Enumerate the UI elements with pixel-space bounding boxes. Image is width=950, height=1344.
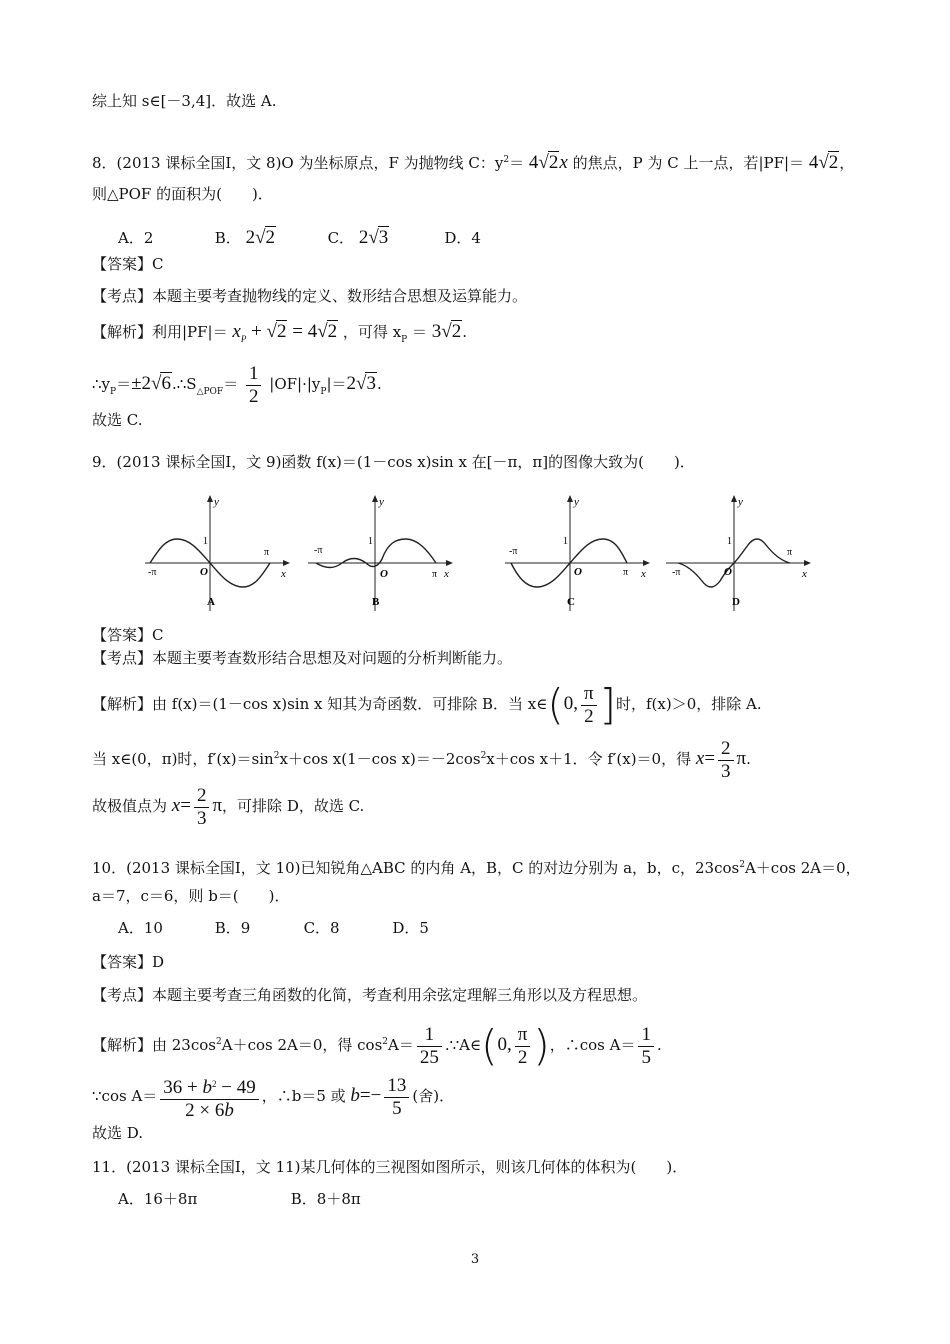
math-zero: 0,: [563, 693, 579, 714]
frac-den: 5: [641, 1046, 651, 1068]
math-xp-plus-sqrt2: $x_P + √2 = 4√2$: [232, 321, 338, 344]
option-a: A．10: [118, 919, 163, 937]
q8-stem-line2: 则△POF 的面积为( )．: [92, 185, 273, 203]
q10-answer: 【答案】D: [92, 953, 165, 971]
option-b: [215, 228, 323, 248]
q9-analysis-3: [92, 782, 364, 830]
text: 【解析】由 23cos: [92, 1036, 216, 1054]
frac-den: 2: [584, 705, 594, 727]
paren: (: [481, 1021, 498, 1070]
q8-analysis: 【解析】利用$|PF|= x_P + √2 = 4√2$ ，可得 $x_P = 3√2$.: [92, 321, 468, 345]
radicand: 2: [451, 321, 462, 342]
graph-label: B: [372, 596, 380, 608]
axis-x-label: x: [802, 568, 807, 580]
graph-d: [664, 493, 812, 613]
math-2sqrt2: 2√2: [245, 227, 276, 248]
q8-topic: 【考点】本题主要考查抛物线的定义、数形结合思想及运算能力。: [92, 287, 528, 305]
text: A＝: [388, 1036, 414, 1054]
graph-a: [143, 493, 291, 613]
frac-num: 2: [194, 785, 210, 808]
var-b: b: [350, 1085, 360, 1106]
q8-stem-a: 8．(2013 课标全国Ⅰ，文 8)O 为坐标原点，F 为抛物线 C：y: [92, 154, 504, 172]
text: ＝: [116, 375, 132, 393]
math-zero: 0,: [497, 1034, 512, 1055]
frac-num: 1: [417, 1024, 442, 1047]
frac-num: 1: [638, 1024, 654, 1047]
sup: 2: [739, 860, 745, 870]
q10-analysis-2: [92, 1072, 454, 1122]
q10-analysis: [92, 1018, 662, 1069]
axis-x-label: x: [641, 568, 646, 580]
option-d: D．4: [444, 229, 481, 247]
num: 2: [245, 227, 256, 248]
sup: 2: [480, 751, 487, 761]
text: |＝: [326, 375, 347, 393]
text: 时，f(x)＞0，排除 A.: [616, 695, 762, 713]
axis-y-label: y: [738, 496, 743, 508]
q11-options: [118, 1189, 361, 1209]
frac-num: 1: [246, 363, 262, 386]
var-x: x: [232, 321, 241, 342]
sup: 2: [382, 1037, 389, 1047]
q8-analysis-line2: $\therefore y_P=\pm 2√6.\therefore S_{\triangle POF}=$ $\frac{1}{2}$ $|OF|\cdot|y_P|=2√3$.: [92, 362, 382, 407]
op: =: [180, 795, 191, 816]
frac-den: 2: [517, 1046, 528, 1068]
sup: 2: [216, 1037, 222, 1047]
q8-conclusion: 故选 C.: [92, 411, 143, 429]
graph-c: [503, 493, 651, 613]
num-part: − 49: [221, 1076, 256, 1098]
op: =: [704, 748, 716, 769]
origin-label: O: [574, 566, 582, 578]
frac-13-5: [384, 1075, 409, 1120]
axis-y-label: y: [214, 496, 219, 508]
num: 4: [528, 152, 539, 173]
op: −: [370, 1085, 382, 1106]
tick-neg-pi: -π: [672, 567, 681, 578]
num: 2: [346, 373, 356, 394]
option-a: A．2: [118, 229, 154, 247]
q8-stem-c: 的焦点，P 为 C 上一点，若|PF|＝: [572, 154, 805, 172]
sub-p: P: [320, 387, 327, 397]
text: ，可排除 D，故选 C.: [222, 797, 365, 815]
sup: 2: [503, 155, 510, 165]
radicand: 2: [276, 321, 287, 342]
sup: 2: [212, 1078, 217, 1089]
op: =: [359, 1085, 371, 1106]
frac-cos-law: [160, 1073, 258, 1122]
radicand: 3: [366, 373, 376, 394]
text: A＋cos 2A＝0，: [744, 859, 861, 877]
option-b: B．8＋8π: [290, 1190, 361, 1208]
q10-stem: [92, 855, 861, 878]
text: x＋cos x＋1．令 f′(x)＝0，得: [486, 750, 692, 768]
q9-analysis-2: 当 x∈(0，π)时，$f'(x)=\sin^2x+\cos$ x(1－cos $x)=-2\cos^2x+\cos$ x＋1．令 f′(x)＝0，得 x= $\frac{2}{3}$ π.: [92, 737, 751, 782]
q10-conclusion: 故选 D.: [92, 1124, 144, 1142]
text: x＋cos x(1－cos x)＝－2cos: [279, 750, 481, 768]
frac-num: 2: [718, 738, 734, 761]
frac-num: 13: [384, 1075, 409, 1098]
q8-options: [118, 228, 481, 248]
den-part: 2 × 6: [185, 1099, 225, 1121]
frac-den: [160, 1100, 258, 1122]
q8-stem-b: ＝: [509, 154, 525, 172]
frac-pi-2: [581, 683, 597, 728]
frac-num: π: [581, 683, 597, 706]
math-2sqrt3: 2√3: [358, 227, 389, 248]
pi: π: [736, 748, 747, 769]
text: ，∴cos A＝: [549, 1036, 636, 1054]
text: .∵A∈: [444, 1036, 482, 1054]
origin-label: O: [200, 566, 208, 578]
tick-one: 1: [563, 536, 568, 547]
q8-analysis-a: 【解析】利用|PF|＝: [92, 323, 228, 341]
option-b-label: B．: [214, 229, 241, 247]
num: 4: [808, 152, 819, 173]
op: +: [251, 321, 262, 342]
q10-options: [118, 918, 429, 938]
num: ±2: [131, 373, 152, 394]
num: 4: [307, 321, 318, 342]
option-b: B．9: [214, 919, 251, 937]
sub-p: P: [401, 335, 408, 345]
q9-topic: 【考点】本题主要考查数形结合思想及对问题的分析判断能力。: [92, 649, 513, 667]
tick-pi: π: [432, 569, 438, 580]
q10-topic: 【考点】本题主要考查三角函数的化简，考查利用余弦定理解三角形以及方程思想。: [92, 986, 648, 1004]
option-d: D．5: [392, 919, 429, 937]
text: ∵cos A＝: [92, 1087, 158, 1105]
sub-p: P: [110, 387, 117, 397]
num-part: 36 +: [163, 1076, 198, 1098]
axis-x-label: x: [281, 568, 286, 580]
text: ，∴b＝5 或: [261, 1087, 346, 1105]
var-x: x: [171, 795, 181, 816]
origin-label: O: [380, 568, 388, 580]
text: ＝: [223, 375, 239, 393]
paren: ]: [599, 680, 616, 729]
graph-label: D: [732, 596, 740, 608]
var-x: x: [559, 152, 568, 173]
radicand: 3: [378, 227, 389, 248]
text: 当 x∈(0，π)时，f′(x)＝sin: [92, 750, 274, 768]
radicand: 6: [161, 373, 171, 394]
op: =: [292, 321, 303, 342]
text: 10．(2013 课标全国Ⅰ，文 10)已知锐角△ABC 的内角 A，B，C 的对边分别为 a，b，c，23cos: [92, 859, 740, 877]
text: (舍)．: [412, 1087, 455, 1105]
var-b: b: [224, 1099, 234, 1121]
frac-den: 25: [419, 1046, 439, 1068]
tick-neg-pi: -π: [314, 545, 323, 556]
q9-analysis: [92, 680, 762, 728]
tick-one: 1: [203, 536, 208, 547]
math-3sqrt2: 3√2: [431, 321, 462, 342]
page-number: 3: [470, 1252, 480, 1267]
frac-2-3: [718, 738, 734, 783]
pi: π: [212, 795, 223, 816]
paren: (: [547, 680, 564, 729]
tick-one: 1: [727, 536, 732, 547]
frac-pi-2: [515, 1024, 531, 1069]
frac-1-5: [638, 1024, 654, 1069]
q11-stem: 11．(2013 课标全国Ⅰ，文 11)某几何体的三视图如图所示，则该几何体的体积为( )．: [92, 1158, 688, 1176]
frac-num: π: [515, 1024, 531, 1047]
graph-label: C: [567, 596, 575, 608]
radicand: 2: [327, 321, 338, 342]
num: 2: [358, 227, 369, 248]
var-b: b: [202, 1076, 212, 1098]
sub-p: P: [240, 334, 247, 344]
tick-pi: π: [264, 547, 270, 558]
text: A＋cos 2A＝0，得 cos: [221, 1036, 383, 1054]
math-4sqrt2: 4√2: [808, 152, 839, 173]
q9-answer: 【答案】C: [92, 626, 164, 644]
text: .∴S: [171, 375, 197, 393]
frac-den: 3: [721, 760, 731, 782]
paren: ): [533, 1021, 550, 1070]
q8-answer: 【答案】C: [92, 255, 164, 273]
sup: 2: [273, 751, 280, 761]
q8-stem-d: ，: [839, 154, 855, 172]
math-4sqrt2x: 4√2x: [528, 152, 568, 173]
frac-den: 5: [392, 1097, 402, 1119]
tick-pi: π: [623, 567, 629, 578]
q10-stem-line2: a＝7，c＝6，则 b＝( )．: [92, 887, 290, 905]
text: ∴y: [92, 375, 111, 393]
graph-b: [306, 493, 454, 613]
frac-2-3: [194, 785, 210, 830]
text: |OF|·|y: [269, 375, 321, 393]
axis-x-label: x: [444, 568, 449, 580]
math-2sqrt3: 2√3: [346, 373, 376, 394]
axis-y-label: y: [379, 496, 384, 508]
q8-analysis-c: ＝: [412, 323, 428, 341]
sub-pof: △POF: [196, 387, 224, 397]
radicand: 2: [265, 227, 276, 248]
frac-num: [160, 1073, 258, 1100]
graph-label: A: [207, 596, 215, 608]
var-x: x: [695, 748, 705, 769]
tick-one: 1: [368, 536, 373, 547]
option-a: A．16＋8π: [118, 1190, 198, 1208]
option-c-label: C．: [327, 229, 355, 247]
origin-label: O: [724, 566, 732, 578]
frac-1-25: [417, 1024, 442, 1069]
q8-stem: [92, 150, 854, 173]
tick-neg-pi: -π: [148, 567, 157, 578]
tick-pi: π: [787, 547, 793, 558]
option-c: C．8: [303, 919, 340, 937]
math-pm2sqrt6: ±2√6: [131, 373, 171, 394]
text: 【解析】由 f(x)＝(1－cos x)sin x 知其为奇函数．可排除 B．当 x∈: [92, 695, 548, 713]
frac-1-2: [246, 363, 262, 408]
axis-y-label: y: [574, 496, 579, 508]
radicand: 2: [828, 152, 839, 173]
num: 3: [431, 321, 442, 342]
q8-analysis-b: ，可得 x: [342, 323, 402, 341]
option-c: [328, 228, 440, 248]
text: 故极值点为: [92, 797, 168, 815]
radicand: 2: [548, 152, 559, 173]
frac-den: 3: [196, 807, 207, 829]
text-line: 综上知 s∈[－3,4]．故选 A.: [92, 92, 277, 110]
text: .: [656, 1036, 662, 1054]
tick-neg-pi: -π: [509, 546, 518, 557]
q9-stem: 9．(2013 课标全国Ⅰ，文 9)函数 f(x)＝(1－cos x)sin x 在[－π，π]的图像大致为( )．: [92, 453, 695, 471]
frac-den: 2: [248, 385, 259, 407]
